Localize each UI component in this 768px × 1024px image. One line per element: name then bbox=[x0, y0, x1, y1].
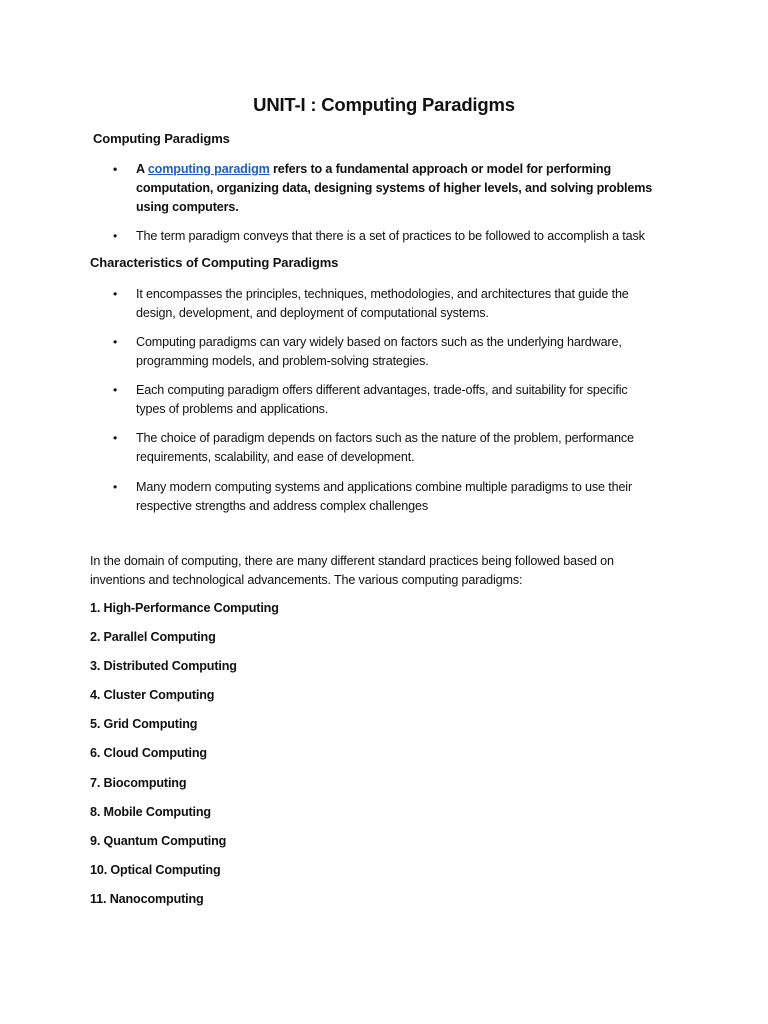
list-item-characteristic bbox=[0, 478, 656, 516]
definition-suffix: refers to a fundamental approach or model for performing computation, organizing data, designing systems of higher levels, and solving problems using computers. bbox=[136, 162, 653, 214]
list-item-characteristic bbox=[0, 429, 656, 467]
definition-prefix: A bbox=[136, 162, 148, 176]
list-item-paradigm: 6. Cloud Computing bbox=[90, 746, 207, 761]
list-item-characteristic bbox=[0, 381, 656, 419]
list-item-characteristic bbox=[0, 285, 656, 323]
characteristic-text: Computing paradigms can vary widely based on factors such as the underlying hardware, programming models, and problem-solving strategies. bbox=[136, 335, 622, 368]
bullet-icon: • bbox=[113, 335, 118, 349]
bullet-icon: • bbox=[113, 287, 118, 301]
list-item-paradigm: 11. Nanocomputing bbox=[90, 891, 204, 906]
bullet-icon: • bbox=[113, 229, 118, 243]
characteristic-text: It encompasses the principles, techniques, methodologies, and architectures that guide the design, development, and deployment of computational systems. bbox=[136, 287, 629, 320]
list-item-paradigm: 8. Mobile Computing bbox=[90, 804, 211, 819]
section-heading-characteristics: Characteristics of Computing Paradigms bbox=[90, 255, 339, 270]
bullet-icon: • bbox=[113, 480, 118, 494]
list-item-characteristic bbox=[0, 333, 656, 371]
page-title: UNIT-I : Computing Paradigms bbox=[253, 94, 515, 115]
section-heading-computing-paradigms: Computing Paradigms bbox=[93, 131, 230, 146]
list-item-paradigm: 5. Grid Computing bbox=[90, 717, 198, 732]
definition-bullet-list bbox=[0, 160, 656, 246]
characteristic-text: Many modern computing systems and applications combine multiple paradigms to use their respective strengths and address complex challenges bbox=[136, 480, 632, 513]
computing-paradigm-link[interactable]: computing paradigm bbox=[147, 162, 270, 176]
list-item-definition bbox=[0, 160, 656, 217]
characteristic-text: Each computing paradigm offers different advantages, trade-offs, and suitability for specific types of problems and applications. bbox=[136, 383, 628, 416]
characteristics-bullet-list bbox=[0, 285, 656, 516]
list-item-paradigm: 10. Optical Computing bbox=[90, 862, 221, 877]
list-item-paradigm: 3. Distributed Computing bbox=[90, 659, 237, 674]
bullet-icon: • bbox=[113, 431, 118, 445]
bullet-icon: • bbox=[113, 162, 118, 176]
list-item-paradigm: 9. Quantum Computing bbox=[90, 833, 227, 848]
list-item-paradigm: 2. Parallel Computing bbox=[90, 630, 216, 645]
intro-paragraph: In the domain of computing, there are many different standard practices being followed based on inventions and technological advancements. The various computing paradigms: bbox=[90, 554, 614, 587]
term-paradigm-text: The term paradigm conveys that there is a set of practices to be followed to accomplish a task bbox=[136, 229, 645, 243]
list-item-paradigm: 4. Cluster Computing bbox=[90, 688, 215, 703]
list-item-paradigm: 1. High-Performance Computing bbox=[90, 601, 279, 615]
list-item-term-paradigm bbox=[0, 227, 656, 246]
list-item-paradigm: 7. Biocomputing bbox=[90, 775, 187, 790]
characteristic-text: The choice of paradigm depends on factors such as the nature of the problem, performance requirements, scalability, and ease of development. bbox=[136, 431, 634, 464]
bullet-icon: • bbox=[113, 383, 118, 397]
paradigm-list bbox=[90, 600, 279, 920]
